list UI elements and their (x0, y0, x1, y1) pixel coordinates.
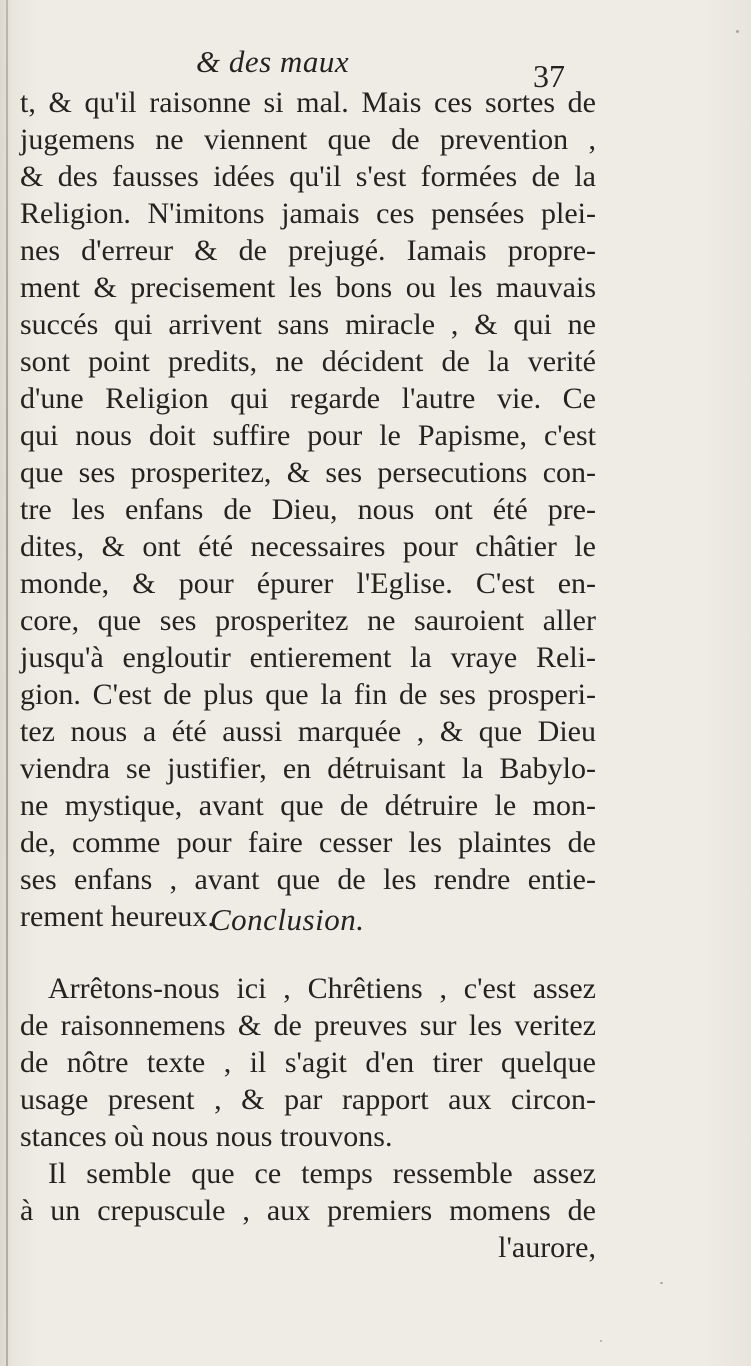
text-line: monde, & pour épurer l'Eglise. C'est en- (20, 567, 596, 600)
text-line: t, & qu'il raisonne si mal. Mais ces sortes de (20, 86, 596, 119)
text-line: de raisonnemens & de preuves sur les veritez (20, 1009, 596, 1042)
text-line: core, que ses prosperitez ne sauroient aller (20, 604, 596, 637)
text-line: Religion. N'imitons jamais ces pensées plei- (20, 197, 596, 230)
text-line: usage present , & par rapport aux circon- (20, 1083, 596, 1116)
text-line: viendra se justifier, en détruisant la Babylo- (20, 752, 596, 785)
paper-speck (600, 1340, 602, 1342)
text-line: de, comme pour faire cesser les plaintes de (20, 826, 596, 859)
text-line: succés qui arrivent sans miracle , & qui ne (20, 308, 596, 341)
text-line: tre les enfans de Dieu, nous ont été pre- (20, 493, 596, 526)
text-line: gion. C'est de plus que la fin de ses prosperi- (20, 678, 596, 711)
catchword: l'aurore, (498, 1231, 596, 1264)
text-line: dites, & ont été necessaires pour châtier le (20, 530, 596, 563)
text-line: nes d'erreur & de prejugé. Iamais propre- (20, 234, 596, 267)
page-number: 37 (533, 58, 565, 94)
text-line: tez nous a été aussi marquée , & que Dieu (20, 715, 596, 748)
text-line: jusqu'à engloutir entierement la vraye Reli- (20, 641, 596, 674)
text-line: ment & precisement les bons ou les mauvais (20, 271, 596, 304)
text-line: jugemens ne viennent que de prevention , (20, 123, 596, 156)
text-line: Il semble que ce temps ressemble assez (48, 1157, 596, 1190)
text-line: rement heureux. (20, 900, 215, 933)
text-line: d'une Religion qui regarde l'autre vie. Ce (20, 382, 596, 415)
text-line: stances où nous nous trouvons. (20, 1120, 393, 1153)
text-line: & des fausses idées qu'il s'est formées de la (20, 160, 596, 193)
page-gutter-edge (6, 0, 8, 1366)
text-line: à un crepuscule , aux premiers momens de (20, 1194, 596, 1227)
text-line: de nôtre texte , il s'agit d'en tirer quelque (20, 1046, 596, 1079)
paper-speck (736, 30, 739, 33)
text-line: que ses prosperitez, & ses persecutions con- (20, 456, 596, 489)
section-title: Conclusion. (210, 902, 365, 937)
text-line: ses enfans , avant que de les rendre entie- (20, 863, 596, 896)
text-line: sont point predits, ne décident de la verité (20, 345, 596, 378)
text-line: qui nous doit suffire pour le Papisme, c'est (20, 419, 596, 452)
text-line: ne mystique, avant que de détruire le mon- (20, 789, 596, 822)
running-head: & des maux (196, 44, 350, 79)
paper-speck (660, 1282, 663, 1284)
text-line: Arrêtons-nous ici , Chrêtiens , c'est assez (48, 972, 596, 1005)
